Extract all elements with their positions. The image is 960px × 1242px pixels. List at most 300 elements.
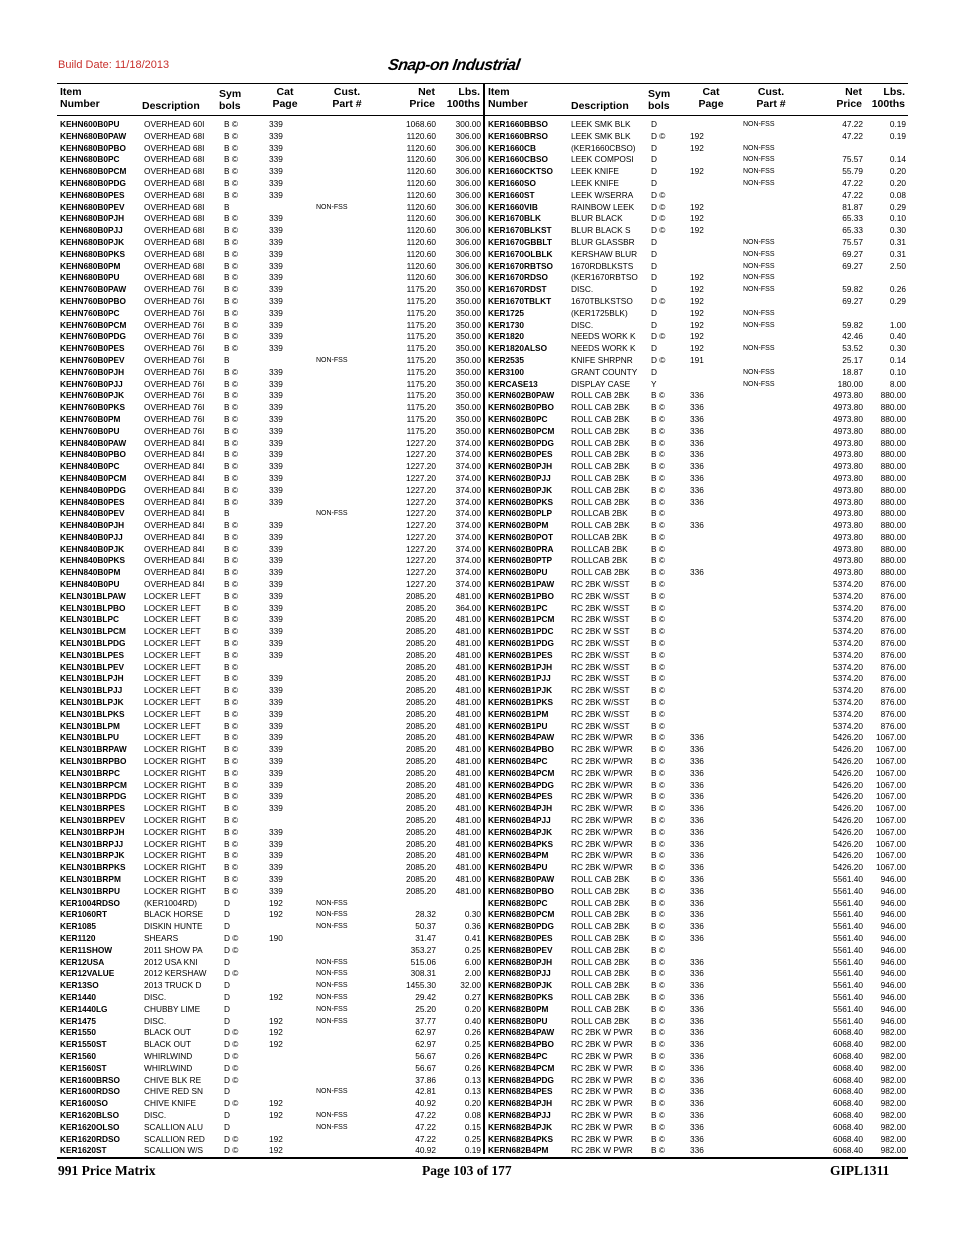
table-row	[60, 166, 481, 178]
item-number: KERN602B1PJK	[488, 685, 553, 696]
lbs-100ths: 880.00	[880, 425, 906, 436]
table-row	[488, 650, 906, 662]
description: OVERHEAD 68I	[144, 225, 205, 236]
description: ROLL CAB 2BK	[571, 968, 630, 979]
symbols: D ©	[651, 295, 666, 306]
item-number: KERN602B0PDG	[488, 437, 554, 448]
table-row	[488, 331, 906, 343]
symbols: B ©	[224, 579, 238, 590]
symbols: B ©	[651, 838, 665, 849]
symbols: B ©	[651, 1145, 665, 1156]
symbols: D ©	[224, 1027, 239, 1038]
symbols: B ©	[224, 295, 238, 306]
lbs-100ths: 0.08	[889, 189, 906, 200]
cat-page: 339	[269, 767, 283, 778]
symbols: B ©	[651, 909, 665, 920]
symbols: B ©	[651, 1133, 665, 1144]
lbs-100ths: 982.00	[880, 1098, 906, 1109]
table-row	[488, 744, 906, 756]
item-number: KEHN760B0PJH	[60, 366, 125, 377]
table-row	[488, 261, 906, 273]
item-number: KEHN760B0PCM	[60, 319, 127, 330]
table-row	[60, 874, 481, 886]
lbs-100ths: 32.00	[460, 980, 481, 991]
cat-page: 336	[690, 1074, 704, 1085]
table-row	[488, 225, 906, 237]
symbols: B ©	[224, 119, 238, 129]
cat-page: 339	[269, 744, 283, 755]
item-number: KERN602B0PJH	[488, 461, 553, 472]
symbols: D ©	[224, 1050, 239, 1061]
net-price: 2085.20	[406, 708, 436, 719]
item-number: KEHN680B0PM	[60, 260, 121, 271]
net-price: 2085.20	[406, 602, 436, 613]
symbols: B ©	[651, 1062, 665, 1073]
description: DISC.	[144, 1109, 167, 1120]
symbols: B ©	[224, 567, 238, 578]
item-number: KER12USA	[60, 956, 105, 967]
description: DISPLAY CASE	[571, 378, 631, 389]
description: BLUR GLASSBR	[571, 236, 635, 247]
symbols: D ©	[224, 932, 239, 943]
item-number: KER1660ST	[488, 189, 535, 200]
cat-page: 192	[690, 307, 704, 318]
net-price: 2085.20	[406, 614, 436, 625]
net-price: 40.92	[415, 1145, 436, 1156]
lbs-100ths: 982.00	[880, 1074, 906, 1085]
lbs-100ths: 0.10	[889, 213, 906, 224]
item-number: KERN682B0PEV	[488, 944, 553, 955]
lbs-100ths: 481.00	[455, 756, 481, 767]
table-row	[60, 1004, 481, 1016]
lbs-100ths: 0.36	[464, 921, 481, 932]
table-row	[60, 697, 481, 709]
cust-part: NON-FSS	[316, 1088, 348, 1096]
net-price: 2085.20	[406, 649, 436, 660]
lbs-100ths: 0.14	[889, 354, 906, 365]
net-price: 2085.20	[406, 838, 436, 849]
cat-page: 339	[269, 708, 283, 719]
item-number: KEHN840B0PU	[60, 579, 120, 590]
table-row	[60, 143, 481, 155]
lbs-100ths: 306.00	[455, 177, 481, 188]
lbs-100ths: 880.00	[880, 496, 906, 507]
description: RC 2BK W PWR	[571, 1027, 633, 1038]
net-price: 1227.20	[406, 472, 436, 483]
net-price: 56.67	[415, 1062, 436, 1073]
symbols: B ©	[651, 590, 665, 601]
lbs-100ths: 0.31	[889, 236, 906, 247]
cat-page: 336	[690, 921, 704, 932]
table-row	[488, 898, 906, 910]
cat-page: 192	[690, 284, 704, 295]
symbols: B ©	[651, 390, 665, 401]
description: LEEK W/SERRA	[571, 189, 634, 200]
symbols: B ©	[651, 1039, 665, 1050]
cat-page: 192	[269, 1109, 283, 1120]
lbs-100ths: 1067.00	[876, 744, 906, 755]
table-row	[488, 308, 906, 320]
table-row	[60, 343, 481, 355]
net-price: 1175.20	[406, 425, 436, 436]
item-number: KEHN680B0PAW	[60, 130, 127, 141]
description: RC 2BK W/SST	[571, 661, 630, 672]
symbols: B ©	[224, 331, 238, 342]
description: CHIVE BLK RE	[144, 1074, 202, 1085]
item-number: KER1060RT	[60, 909, 108, 920]
description: WHIRLWIND	[144, 1062, 193, 1073]
description: LOCKER LEFT	[144, 626, 201, 637]
net-price: 5426.20	[833, 815, 863, 826]
cat-page: 339	[269, 555, 283, 566]
lbs-100ths: 982.00	[880, 1109, 906, 1120]
net-price: 1227.20	[406, 484, 436, 495]
item-number: KELN301BLPBO	[60, 602, 126, 613]
item-number: KEHN760B0PBO	[60, 295, 126, 306]
symbols: B ©	[651, 661, 665, 672]
cat-page: 336	[690, 756, 704, 767]
lbs-100ths: 374.00	[455, 449, 481, 460]
lbs-100ths: 0.26	[464, 1062, 481, 1073]
net-price: 28.32	[415, 909, 436, 920]
description: LOCKER LEFT	[144, 638, 201, 649]
table-row	[488, 131, 906, 143]
symbols: D	[224, 1086, 230, 1097]
lbs-100ths: 946.00	[880, 921, 906, 932]
lbs-100ths: 481.00	[455, 874, 481, 884]
lbs-100ths: 481.00	[455, 732, 481, 743]
cat-page: 336	[690, 874, 704, 884]
table-row	[60, 1039, 481, 1051]
table-row	[488, 272, 906, 284]
footer-page-number: Page 103 of 177	[422, 1163, 512, 1178]
item-number: KERN602B1PJH	[488, 661, 553, 672]
net-price: 40.92	[415, 1098, 436, 1109]
item-number: KEHN680B0PDG	[60, 177, 126, 188]
item-number: KERCASE13	[488, 378, 538, 389]
lbs-100ths: 306.00	[455, 213, 481, 224]
description: 2013 TRUCK D	[144, 980, 202, 991]
item-number: KERN602B4PCM	[488, 767, 555, 778]
table-row	[60, 768, 481, 780]
item-number: KEHN760B0PDG	[60, 331, 126, 342]
table-row	[488, 1039, 906, 1051]
net-price: 5374.20	[833, 720, 863, 731]
lbs-100ths: 481.00	[455, 673, 481, 684]
description: ROLL CAB 2BK	[571, 402, 630, 413]
symbols: D	[651, 142, 657, 153]
item-number: KER2535	[488, 354, 524, 365]
table-row	[60, 921, 481, 933]
description: OVERHEAD 76I	[144, 295, 205, 306]
item-number: KERN682B0PJH	[488, 956, 553, 967]
cat-page: 339	[269, 697, 283, 708]
net-price: 47.22	[842, 119, 863, 129]
description: OVERHEAD 68I	[144, 154, 205, 165]
net-price: 4973.80	[833, 461, 863, 472]
lbs-100ths: 880.00	[880, 484, 906, 495]
symbols: B ©	[651, 673, 665, 684]
net-price: 4973.80	[833, 402, 863, 413]
net-price: 4973.80	[833, 449, 863, 460]
cat-page: 339	[269, 378, 283, 389]
net-price: 2085.20	[406, 720, 436, 731]
lbs-100ths: 306.00	[455, 225, 481, 236]
symbols: B ©	[224, 472, 238, 483]
description: RC 2BK W PWR	[571, 1086, 633, 1097]
item-number: KER1085	[60, 921, 96, 932]
description: ROLLCAB 2BK	[571, 555, 628, 566]
description: WHIRLWIND	[144, 1050, 193, 1061]
cat-page: 339	[269, 272, 283, 283]
symbols: D ©	[224, 968, 239, 979]
item-number: KERN602B4PBO	[488, 744, 554, 755]
item-number: KER1670RDSO	[488, 272, 548, 283]
cat-page: 336	[690, 744, 704, 755]
table-row	[488, 709, 906, 721]
symbols: D	[224, 909, 230, 920]
symbols: B ©	[651, 826, 665, 837]
net-price: 4973.80	[833, 555, 863, 566]
cust-part: NON-FSS	[316, 1111, 348, 1119]
table-row	[488, 119, 906, 131]
lbs-100ths: 350.00	[455, 413, 481, 424]
cat-page: 336	[690, 767, 704, 778]
table-row	[488, 839, 906, 851]
description: ROLL CAB 2BK	[571, 980, 630, 991]
description: LOCKER LEFT	[144, 661, 201, 672]
lbs-100ths: 481.00	[455, 697, 481, 708]
net-price: 25.20	[415, 1003, 436, 1014]
symbols: D ©	[651, 130, 666, 141]
cat-page: 336	[690, 425, 704, 436]
table-row	[60, 1145, 481, 1157]
description: LEEK SMK BLK	[571, 119, 631, 129]
net-price: 1227.20	[406, 520, 436, 531]
symbols: B ©	[651, 944, 665, 955]
symbols: B ©	[224, 767, 238, 778]
cust-part: NON-FSS	[743, 156, 775, 164]
description: RC 2BK W/PWR	[571, 732, 633, 743]
description: RC 2BK W/PWR	[571, 850, 633, 861]
item-number: KER1670BLK	[488, 213, 542, 224]
description: LOCKER RIGHT	[144, 815, 207, 826]
cat-page: 339	[269, 531, 283, 542]
lbs-100ths: 8.00	[889, 378, 906, 389]
item-number: KERN602B0PJK	[488, 484, 553, 495]
table-row	[60, 497, 481, 509]
cat-page: 336	[690, 567, 704, 578]
symbols: B ©	[651, 579, 665, 590]
item-number: KELN301BRPKS	[60, 862, 126, 873]
cat-page: 339	[269, 472, 283, 483]
symbols: B ©	[224, 803, 238, 814]
description: GRANT COUNTY	[571, 366, 638, 377]
table-row	[60, 957, 481, 969]
net-price: 1175.20	[406, 295, 436, 306]
table-row	[60, 579, 481, 591]
description: ROLL CAB 2BK	[571, 885, 630, 896]
lbs-100ths: 481.00	[455, 614, 481, 625]
description: ROLL CAB 2BK	[571, 437, 630, 448]
lbs-100ths: 880.00	[880, 520, 906, 531]
lbs-100ths: 946.00	[880, 874, 906, 884]
net-price: 1227.20	[406, 555, 436, 566]
cat-page: 192	[690, 295, 704, 306]
net-price: 4973.80	[833, 390, 863, 401]
net-price: 5374.20	[833, 579, 863, 590]
lbs-100ths: 946.00	[880, 897, 906, 908]
table-row	[488, 626, 906, 638]
column-divider	[483, 83, 485, 1154]
table-row	[488, 662, 906, 674]
table-row	[60, 1063, 481, 1075]
net-price: 1175.20	[406, 402, 436, 413]
table-row	[488, 1145, 906, 1157]
description: RC 2BK W/PWR	[571, 862, 633, 873]
description: OVERHEAD 68I	[144, 130, 205, 141]
net-price: 2085.20	[406, 697, 436, 708]
lbs-100ths: 1067.00	[876, 850, 906, 861]
symbols: D ©	[224, 1039, 239, 1050]
build-date: Build Date: 11/18/2013	[58, 59, 170, 71]
lbs-100ths: 0.29	[889, 201, 906, 212]
table-row	[60, 449, 481, 461]
symbols: B ©	[651, 732, 665, 743]
cat-page: 339	[269, 720, 283, 731]
lbs-100ths: 306.00	[455, 236, 481, 247]
symbols: B ©	[224, 130, 238, 141]
item-number: KERN682B0PBO	[488, 885, 554, 896]
description: ROLL CAB 2BK	[571, 390, 630, 401]
cat-page: 192	[690, 130, 704, 141]
description: RC 2BK W PWR	[571, 1062, 633, 1073]
item-number: KERN602B1PKS	[488, 697, 554, 708]
item-number: KELN301BLPC	[60, 614, 120, 625]
cat-page: 339	[269, 885, 283, 896]
lbs-100ths: 880.00	[880, 390, 906, 401]
item-number: KERN602B0PLP	[488, 508, 553, 519]
lbs-100ths: 1067.00	[876, 862, 906, 873]
item-number: KEHN760B0PJK	[60, 390, 125, 401]
description: RC 2BK W/SST	[571, 602, 630, 613]
lbs-100ths: 0.20	[464, 1003, 481, 1014]
symbols: B ©	[651, 885, 665, 896]
net-price: 62.97	[415, 1039, 436, 1050]
net-price: 18.87	[842, 366, 863, 377]
description: ROLL CAB 2BK	[571, 449, 630, 460]
item-number: KELN301BLPU	[60, 732, 120, 743]
lbs-100ths: 982.00	[880, 1121, 906, 1132]
symbols: Y	[651, 378, 657, 389]
cat-page: 336	[690, 1027, 704, 1038]
lbs-100ths: 481.00	[455, 779, 481, 790]
description: LOCKER LEFT	[144, 602, 201, 613]
lbs-100ths: 481.00	[455, 685, 481, 696]
table-row	[488, 1016, 906, 1028]
lbs-100ths: 1067.00	[876, 826, 906, 837]
lbs-100ths: 0.20	[889, 166, 906, 177]
symbols: D	[651, 343, 657, 354]
lbs-100ths: 350.00	[455, 366, 481, 377]
lbs-100ths: 876.00	[880, 638, 906, 649]
description: LOCKER LEFT	[144, 697, 201, 708]
lbs-100ths: 374.00	[455, 437, 481, 448]
cust-part: NON-FSS	[316, 911, 348, 919]
lbs-100ths: 350.00	[455, 390, 481, 401]
item-number: KEHN760B0PU	[60, 425, 120, 436]
cat-page: 339	[269, 673, 283, 684]
cat-page: 339	[269, 543, 283, 554]
table-row	[488, 402, 906, 414]
cat-page: 336	[690, 1098, 704, 1109]
item-number: KEHN840B0PM	[60, 567, 121, 578]
table-row	[488, 154, 906, 166]
description: BLACK OUT	[144, 1027, 192, 1038]
net-price: 6068.40	[833, 1086, 863, 1097]
header-cust: Cust. Part #	[756, 86, 786, 110]
cust-part: NON-FSS	[316, 356, 348, 364]
net-price: 47.22	[842, 130, 863, 141]
table-row	[60, 237, 481, 249]
symbols: B ©	[651, 602, 665, 613]
net-price: 1227.20	[406, 579, 436, 590]
lbs-100ths: 1067.00	[876, 756, 906, 767]
lbs-100ths: 481.00	[455, 767, 481, 778]
item-number: KER1670RBTSO	[488, 260, 554, 271]
lbs-100ths: 0.15	[464, 1121, 481, 1132]
table-row	[488, 933, 906, 945]
lbs-100ths: 374.00	[455, 531, 481, 542]
description: 2012 USA KNI	[144, 956, 198, 967]
symbols: B ©	[651, 1074, 665, 1085]
cat-page: 339	[269, 402, 283, 413]
item-number: KER1820	[488, 331, 524, 342]
net-price: 6068.40	[833, 1027, 863, 1038]
description: LOCKER RIGHT	[144, 767, 207, 778]
lbs-100ths: 350.00	[455, 307, 481, 318]
net-price: 5561.40	[833, 874, 863, 884]
symbols: B ©	[651, 1050, 665, 1061]
item-number: KELN301BRPJK	[60, 850, 125, 861]
table-row	[60, 320, 481, 332]
table-row	[60, 603, 481, 615]
item-number: KEHN760B0PM	[60, 413, 121, 424]
item-number: KELN301BLPKS	[60, 708, 125, 719]
symbols: B ©	[224, 154, 238, 165]
item-number: KEHN680B0PJJ	[60, 225, 123, 236]
lbs-100ths: 876.00	[880, 673, 906, 684]
cat-page: 336	[690, 932, 704, 943]
cat-page: 339	[269, 295, 283, 306]
net-price: 53.52	[842, 343, 863, 354]
net-price: 5374.20	[833, 614, 863, 625]
lbs-100ths: 880.00	[880, 508, 906, 519]
table-row	[60, 827, 481, 839]
description: RC 2BK W PWR	[571, 1145, 633, 1156]
table-row	[488, 697, 906, 709]
lbs-100ths: 350.00	[455, 354, 481, 365]
cat-page: 339	[269, 284, 283, 295]
lbs-100ths: 982.00	[880, 1050, 906, 1061]
table-row	[488, 438, 906, 450]
lbs-100ths: 0.20	[889, 177, 906, 188]
net-price: 6068.40	[833, 1109, 863, 1120]
description: DISC.	[144, 1015, 167, 1026]
net-price: 69.27	[842, 295, 863, 306]
item-number: KELN301BRPES	[60, 803, 126, 814]
cat-page: 336	[690, 991, 704, 1002]
